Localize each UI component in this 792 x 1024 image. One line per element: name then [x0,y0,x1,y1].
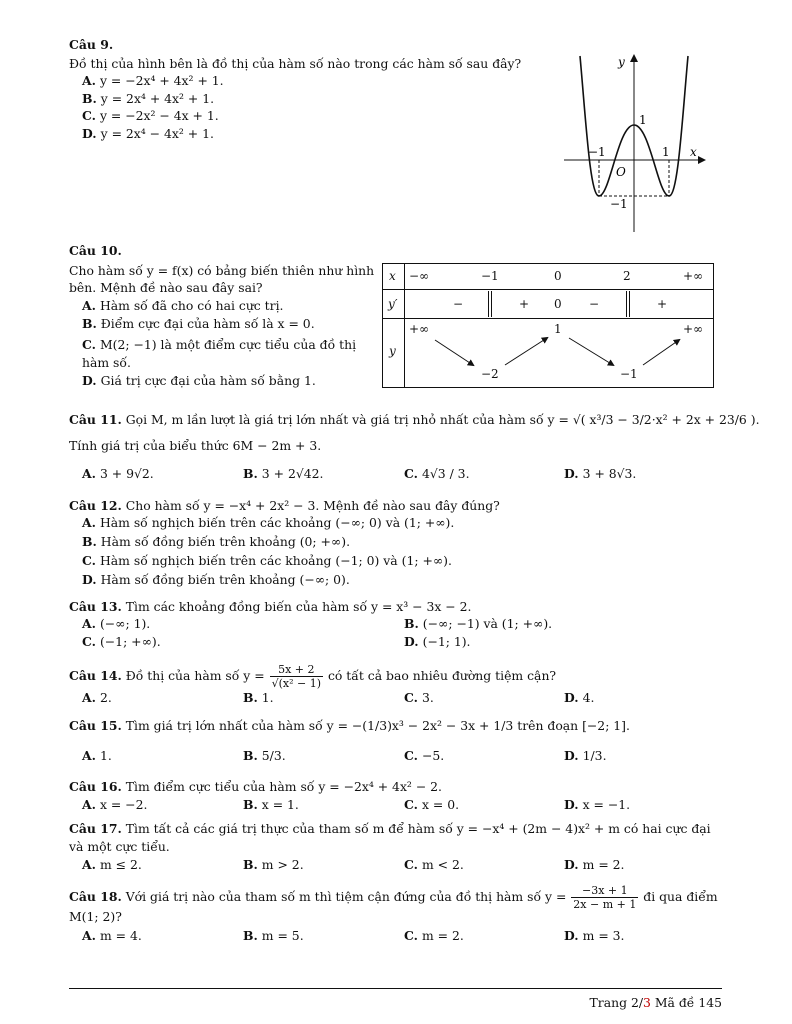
q10-heading: Câu 10. [69,243,122,258]
option-text: 3 + 2√42. [261,466,324,481]
option-label: B. [243,797,258,812]
q15-option-b [243,747,286,765]
q12-option-b [82,533,350,551]
q11-prompt2: Tính giá trị của biểu thức 6M − 2m + 3. [69,438,322,453]
sign: − [453,297,464,311]
q10-option-c-cont [82,354,131,372]
option-text: x = 1. [261,797,299,812]
option-label: A. [82,466,96,481]
option-text: m = 3. [582,928,625,943]
option-text: Hàm số nghịch biến trên các khoảng (−∞; 0) và (1; +∞). [99,515,455,530]
q14-prompt-text: Đồ thị của hàm số y = [125,668,265,683]
option-label: A. [82,928,96,943]
option-label: D. [564,466,579,481]
arrow-down [569,338,613,365]
option-label: D. [564,797,579,812]
q9-option-b [82,90,214,108]
option-label: C. [404,748,418,763]
option-label: A. [82,73,96,88]
q14-option-b [243,689,274,707]
fraction-denominator: 2x − m + 1 [573,898,637,911]
option-text: x = 0. [421,797,460,812]
option-text: m < 2. [421,857,464,872]
q17-heading: Câu 17. [69,821,122,836]
option-text: (−∞; 1). [99,616,151,631]
option-label: C. [404,466,418,481]
q13-prompt-text: Tìm các khoảng đồng biến của hàm số y = x³ − 3x − 2. [125,599,472,614]
q10-option-b [82,315,315,333]
y-top-value: +∞ [409,322,430,336]
q13-option-a [82,615,150,633]
option-label: C. [404,857,418,872]
option-label: A. [82,515,96,530]
double-bar [488,291,489,317]
q11-option-d [564,465,636,483]
y-label: y [389,344,396,358]
q17-option-a [82,856,142,874]
option-text: 3 + 8√3. [582,466,637,481]
option-text: m = 4. [99,928,142,943]
sign: + [519,297,530,311]
q14-option-d [564,689,594,707]
option-text: 1. [261,690,274,705]
q18-prompt-text: Với giá trị nào của tham số m thì tiệm cận đứng của đồ thị hàm số y = [125,889,567,904]
tick-x-neg: −1 [588,145,606,159]
option-label: B. [82,534,97,549]
q9-heading: Câu 9. [69,37,114,52]
x-label: x [389,269,396,283]
option-text: 1/3. [582,748,607,763]
page-footer [590,995,722,1010]
q13-prompt [69,598,471,616]
y-bottom-value: −1 [620,367,638,381]
option-label: D. [564,748,579,763]
q18-option-b [243,927,304,945]
option-label: B. [243,857,258,872]
fraction-denominator: √(x² − 1) [271,677,321,690]
q12-prompt [69,497,500,515]
arrow-down [435,340,473,365]
q17-prompt [69,820,711,838]
q16-prompt-text: Tìm điểm cực tiểu của hàm số y = −2x⁴ + 4x² − 2. [125,779,442,794]
option-text: x = −1. [582,797,631,812]
q16-option-d [564,796,630,814]
option-text: 3. [421,690,434,705]
q14-option-a [82,689,112,707]
q16-option-c [404,796,459,814]
q13-option-b [404,615,552,633]
q15-prompt-text: Tìm giá trị lớn nhất của hàm số y = −(1/3)x³ − 2x² − 3x + 1/3 trên đoạn [−2; 1]. [125,718,630,733]
option-label: C. [404,928,418,943]
q14-heading: Câu 14. [69,668,122,683]
q13-option-d [404,633,471,651]
table-row-x [383,264,713,290]
double-bar [491,291,492,317]
q10-option-d [82,372,316,390]
q18-fraction [571,884,638,911]
q16-heading: Câu 16. [69,779,122,794]
fraction-numerator: 5x + 2 [270,663,323,677]
q11-option-b [243,465,323,483]
option-text: Giá trị cực đại của hàm số bằng 1. [100,373,316,388]
option-label: C. [404,690,418,705]
q17-prompt2: và một cực tiểu. [69,839,170,854]
option-label: C. [82,108,96,123]
option-text: m = 2. [421,928,464,943]
yprime-label: y′ [388,297,398,311]
q13-option-c [82,633,161,651]
option-text: 2. [99,690,112,705]
option-label: D. [82,126,97,141]
variation-table [382,263,714,388]
sign: 0 [554,297,562,311]
q11-option-c [404,465,470,483]
option-text: Hàm số đồng biến trên khoảng (0; +∞). [100,534,351,549]
option-text: M(2; −1) là một điểm cực tiểu của đồ thị [99,337,357,352]
option-label: B. [243,928,258,943]
y-top-value: 1 [554,322,562,336]
option-label: B. [82,316,97,331]
tick-y-pos: 1 [639,113,647,127]
option-text: hàm số. [82,355,131,370]
option-text: Điểm cực đại của hàm số là x = 0. [100,316,315,331]
variation-arrows [383,318,713,386]
q9-option-c [82,107,219,125]
q10-prompt-line1: Cho hàm số y = f(x) có bảng biến thiên như hình [69,263,375,278]
q17-option-c [404,856,464,874]
q18-heading: Câu 18. [69,889,122,904]
option-text: −5. [421,748,445,763]
sign: + [657,297,668,311]
q11-prompt-text: Gọi M, m lần lượt là giá trị lớn nhất và giá trị nhỏ nhất của hàm số y = [125,412,569,427]
q11-prompt [69,411,760,429]
option-text: y = 2x⁴ − 4x² + 1. [100,126,214,141]
option-label: A. [82,690,96,705]
option-label: A. [82,298,96,313]
q13-heading: Câu 13. [69,599,122,614]
option-label: C. [82,337,96,352]
q10-prompt-line2: bên. Mệnh đề nào sau đây sai? [69,280,263,295]
option-label: B. [243,748,258,763]
option-label: B. [82,91,97,106]
option-label: D. [564,690,579,705]
q15-option-d [564,747,607,765]
x-value: −1 [481,269,499,283]
footer-divider [69,988,722,989]
q17-option-b [243,856,304,874]
q9-prompt: Đồ thị của hình bên là đồ thị của hàm số nào trong các hàm số sau đây? [69,56,522,71]
q12-option-a [82,514,454,532]
q9-option-d [82,125,214,143]
q11-function: √( x³/3 − 3/2·x² + 2x + 23/6 ). [572,412,760,427]
q16-option-a [82,796,147,814]
q12-prompt-text: Cho hàm số y = −x⁴ + 2x² − 3. Mệnh đề nào sau đây đúng? [125,498,500,513]
option-text: y = −2x² − 4x + 1. [99,108,219,123]
q14-prompt [69,663,556,690]
q14-prompt-tail: có tất cả bao nhiêu đường tiệm cận? [327,668,557,683]
q12-heading: Câu 12. [69,498,122,513]
y-bottom-value: −2 [481,367,499,381]
option-label: C. [82,634,96,649]
option-text: 4√3 / 3. [421,466,470,481]
q11-heading: Câu 11. [69,412,122,427]
q9-option-a [82,72,224,90]
option-text: Hàm số đã cho có hai cực trị. [99,298,284,313]
option-label: C. [404,797,418,812]
double-bar [629,291,630,317]
option-text: m = 5. [261,928,304,943]
option-label: D. [404,634,419,649]
option-text: m = 2. [582,857,625,872]
q12-option-c [82,552,452,570]
q15-option-a [82,747,112,765]
q18-option-d [564,927,624,945]
option-label: D. [564,928,579,943]
q12-option-d [82,571,350,589]
y-top-value: +∞ [683,322,704,336]
q18-option-a [82,927,142,945]
option-label: D. [82,572,97,587]
footer-total: 3 [643,995,651,1010]
option-label: A. [82,748,96,763]
q10-option-a [82,297,283,315]
q18-prompt [69,884,718,911]
option-text: (−1; +∞). [99,634,161,649]
x-value: 0 [554,269,562,283]
footer-prefix: Trang 2/ [589,995,643,1010]
sign: − [589,297,600,311]
q16-option-b [243,796,299,814]
option-text: (−1; 1). [422,634,471,649]
option-text: 4. [582,690,595,705]
q15-option-c [404,747,444,765]
x-axis-label: x [690,145,697,159]
q9-graph [556,52,716,234]
option-text: 5/3. [261,748,286,763]
tick-y-neg: −1 [610,197,628,211]
option-text: m ≤ 2. [99,857,142,872]
q15-prompt [69,717,630,735]
q17-option-d [564,856,624,874]
q16-prompt [69,778,442,796]
y-axis-label: y [618,55,625,69]
tick-x-pos: 1 [662,145,670,159]
option-label: B. [243,466,258,481]
x-value: 2 [623,269,631,283]
footer-suffix: Mã đề 145 [650,995,722,1010]
option-label: C. [82,553,96,568]
option-text: y = 2x⁴ + 4x² + 1. [100,91,215,106]
origin-label: O [616,165,626,179]
q15-heading: Câu 15. [69,718,122,733]
q10-option-c [82,336,356,354]
option-label: D. [82,373,97,388]
option-text: 3 + 9√2. [99,466,154,481]
option-label: A. [82,857,96,872]
option-text: x = −2. [99,797,148,812]
q18-prompt3: M(1; 2)? [69,909,122,924]
arrow-up [643,340,679,365]
option-text: y = −2x⁴ + 4x² + 1. [99,73,224,88]
option-label: A. [82,797,96,812]
fraction-numerator: −3x + 1 [571,884,638,898]
option-label: B. [243,690,258,705]
q18-prompt-tail: đi qua điểm [643,889,718,904]
q11-option-a [82,465,154,483]
x-value: +∞ [683,269,704,283]
q14-fraction [270,663,323,690]
double-bar [626,291,627,317]
q14-option-c [404,689,434,707]
q17-prompt-text: Tìm tất cả các giá trị thực của tham số m để hàm số y = −x⁴ + (2m − 4)x² + m có hai cực đại [125,821,711,836]
option-label: B. [404,616,419,631]
q18-option-c [404,927,464,945]
arrow-up [505,338,547,365]
option-text: Hàm số nghịch biến trên các khoảng (−1; 0) và (1; +∞). [99,553,452,568]
x-value: −∞ [409,269,430,283]
option-text: Hàm số đồng biến trên khoảng (−∞; 0). [100,572,350,587]
option-text: m > 2. [261,857,304,872]
option-text: 1. [99,748,112,763]
option-text: (−∞; −1) và (1; +∞). [422,616,553,631]
option-label: D. [564,857,579,872]
option-label: A. [82,616,96,631]
